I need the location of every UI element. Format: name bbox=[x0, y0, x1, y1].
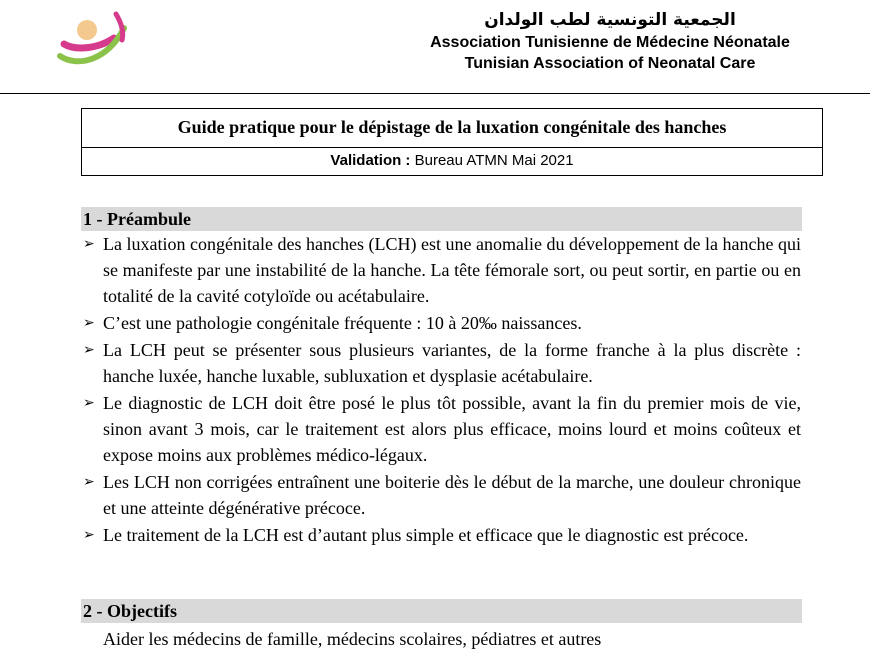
header-divider bbox=[0, 93, 870, 94]
validation-line bbox=[82, 148, 822, 175]
list-item: ➢ La LCH peut se présenter sous plusieurs variantes, de la forme franche à la plus discrète : hanche luxée, hanche luxable, subluxation et dysplasie acétabulaire. bbox=[81, 337, 801, 389]
arrow-bullet-icon: ➢ bbox=[83, 236, 95, 252]
validation-label: Validation : bbox=[330, 152, 411, 169]
list-item: ➢ Les LCH non corrigées entraînent une boiterie dès le début de la marche, une douleur chronique et une atteinte dégénérative précoce. bbox=[81, 469, 801, 521]
section-heading-objectifs: 2 - Objectifs bbox=[81, 599, 802, 623]
arrow-bullet-icon: ➢ bbox=[83, 315, 95, 331]
list-item: ➢ Le diagnostic de LCH doit être posé le plus tôt possible, avant la fin du premier mois de vie, sinon avant 3 mois, car le traitement est alors plus efficace, moins lourd et moins coûteux et expose moins aux problèmes médico-légaux. bbox=[81, 390, 801, 468]
organization-name-arabic: الجمعية التونسية لطب الولدان bbox=[484, 10, 736, 30]
arrow-bullet-icon: ➢ bbox=[83, 395, 95, 411]
arrow-bullet-icon: ➢ bbox=[83, 527, 95, 543]
validation-value: Bureau ATMN Mai 2021 bbox=[410, 152, 574, 169]
objectifs-partial-line: Aider les médecins de famille, médecins scolaires, pédiatres et autres bbox=[103, 629, 602, 649]
list-item: ➢ Le traitement de la LCH est d’autant plus simple et efficace que le diagnostic est précoce. bbox=[81, 522, 801, 548]
document-title-box bbox=[81, 108, 823, 176]
list-item: ➢ La luxation congénitale des hanches (LCH) est une anomalie du développement de la hanche qui se manifeste par une instabilité de la hanche. La tête fémorale sort, ou peut sortir, en partie ou en totalité de la cavité cotyloïde ou acétabulaire. bbox=[81, 231, 801, 309]
arrow-bullet-icon: ➢ bbox=[83, 474, 95, 490]
section-heading-preambule: 1 - Préambule bbox=[81, 207, 802, 231]
list-item: ➢ C’est une pathologie congénitale fréquente : 10 à 20‰ naissances. bbox=[81, 310, 801, 336]
organization-header bbox=[360, 8, 860, 74]
organization-name-english: Tunisian Association of Neonatal Care bbox=[464, 55, 756, 72]
organization-name-french: Association Tunisienne de Médecine Néonatale bbox=[430, 34, 790, 51]
document-title: Guide pratique pour le dépistage de la luxation congénitale des hanches bbox=[82, 109, 822, 148]
arrow-bullet-icon: ➢ bbox=[83, 342, 95, 358]
atmn-logo-icon bbox=[50, 8, 130, 74]
preambule-list bbox=[81, 231, 801, 549]
